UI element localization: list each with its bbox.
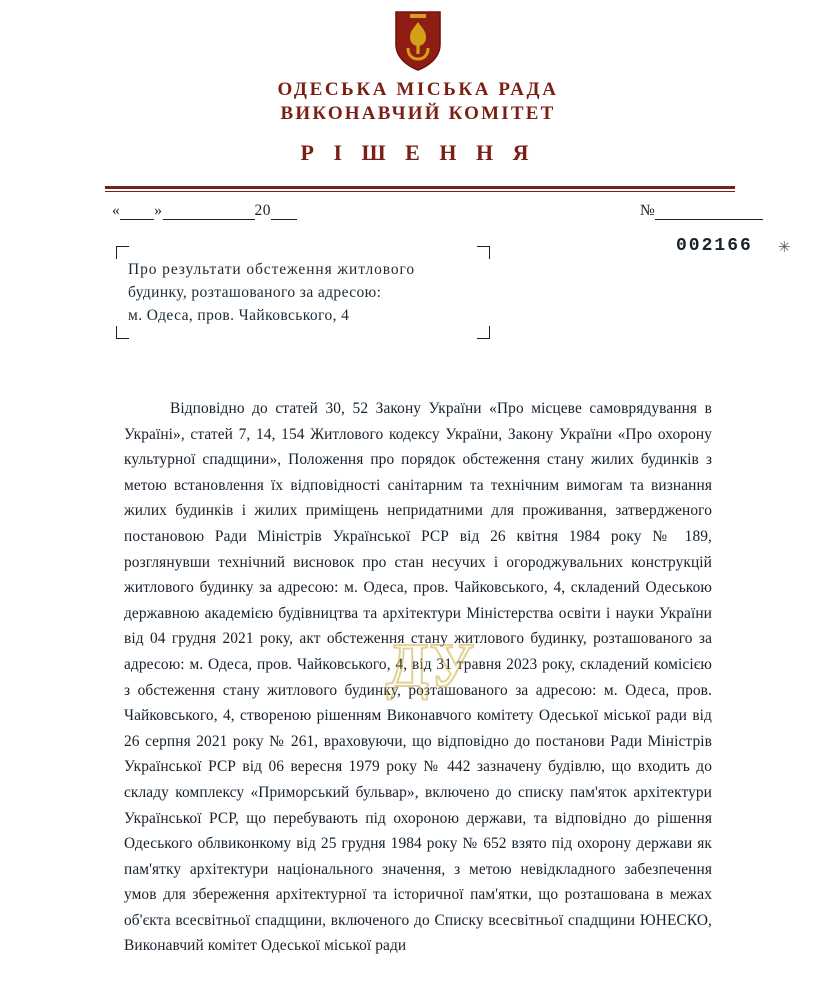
date-quote-close: » <box>154 202 163 219</box>
corner-top-right <box>477 246 490 259</box>
registration-mark-icon: ✳ <box>778 240 791 256</box>
date-month-blank <box>163 204 255 220</box>
corner-bottom-left <box>116 326 129 339</box>
subject-line: м. Одеса, пров. Чайковського, 4 <box>128 307 350 324</box>
date-year-prefix: 20 <box>254 202 271 219</box>
corner-top-left <box>116 246 129 259</box>
corner-bottom-right <box>477 326 490 339</box>
subject-line: Про результати обстеження житлового <box>128 261 416 278</box>
svg-text:ДУ: ДУ <box>386 632 474 700</box>
subject-line: будинку, розташованого за адресою: <box>128 284 382 301</box>
date-field <box>112 202 297 220</box>
date-day-blank <box>120 204 154 220</box>
subject-block <box>122 246 484 339</box>
number-blank <box>655 204 763 220</box>
date-number-row <box>0 202 836 228</box>
organization-line-1: ОДЕСЬКА МІСЬКА РАДА <box>277 79 559 100</box>
document-header <box>0 78 836 166</box>
registration-number: 002166 <box>676 236 753 256</box>
divider-thick-line <box>105 186 735 189</box>
date-year-blank <box>271 204 297 220</box>
number-field <box>640 202 763 220</box>
divider-thin-line <box>105 191 735 192</box>
number-label: № <box>640 202 655 219</box>
document-type-title: Р І Ш Е Н Н Я <box>300 140 536 165</box>
organization-line-2: ВИКОНАВЧИЙ КОМІТЕТ <box>280 103 556 124</box>
date-quote-open: « <box>112 202 121 219</box>
odesa-coat-of-arms-icon <box>390 8 446 72</box>
subject-text <box>122 246 484 339</box>
header-divider <box>105 186 735 192</box>
body-paragraph: Відповідно до статей 30, 52 Закону України «Про місцеве самоврядування в Україні», статей 7, 14, 154 Житлового кодексу України, Закону України «Про охорону культурної спадщини», Положення про порядок обстеження стану жилих будинків з метою встановлення їх відповідності санітарним та технічним вимогам та визнання жилих будинків і жилих приміщень непридатними для проживання, затвердженого постановою Ради Міністрів Української РСР від 26 квітня 1984 року № 189, розглянувши технічний висновок про стан несучих і огороджувальних конструкцій житлового будинку за адресою: м. Одеса, пров. Чайковського, 4, складений Одеською державною академією будівництва та архітектури Міністерства освіти і науки України від 04 грудня 2021 року, акт обстеження стану житлового будинку, розташованого за адресою: м. Одеса, пров. Чайковського, 4, від 31 травня 2023 року, складений комісією з обстеження стану житлового будинку, розташованого за адресою: м. Одеса, пров. Чайковського, 4, створеною рішенням Виконавчого комітету Одеської міської ради від 26 серпня 2021 року № 261, враховуючи, що відповідно до постанови Ради Міністрів Української РСР від 06 вересня 1979 року № 442 зазначену будівлю, що входить до складу комплексу «Приморський бульвар», включено до списку пам'яток архітектури Української РСР, що перебувають під охороною держави, та відповідно до рішення Одеського облвиконкому від 25 грудня 1984 року № 652 взято під охорону держави як пам'ятку архітектури національного значення, з метою невідкладного забезпечення умов для збереження архітектурної та історичної пам'ятки, що розташована в межах об'єкта всесвітньої спадщини, включеного до Списку всесвітньої спадщини ЮНЕСКО, Виконавчий комітет Одеської міської ради <box>124 400 712 955</box>
emblem-container <box>0 8 836 72</box>
